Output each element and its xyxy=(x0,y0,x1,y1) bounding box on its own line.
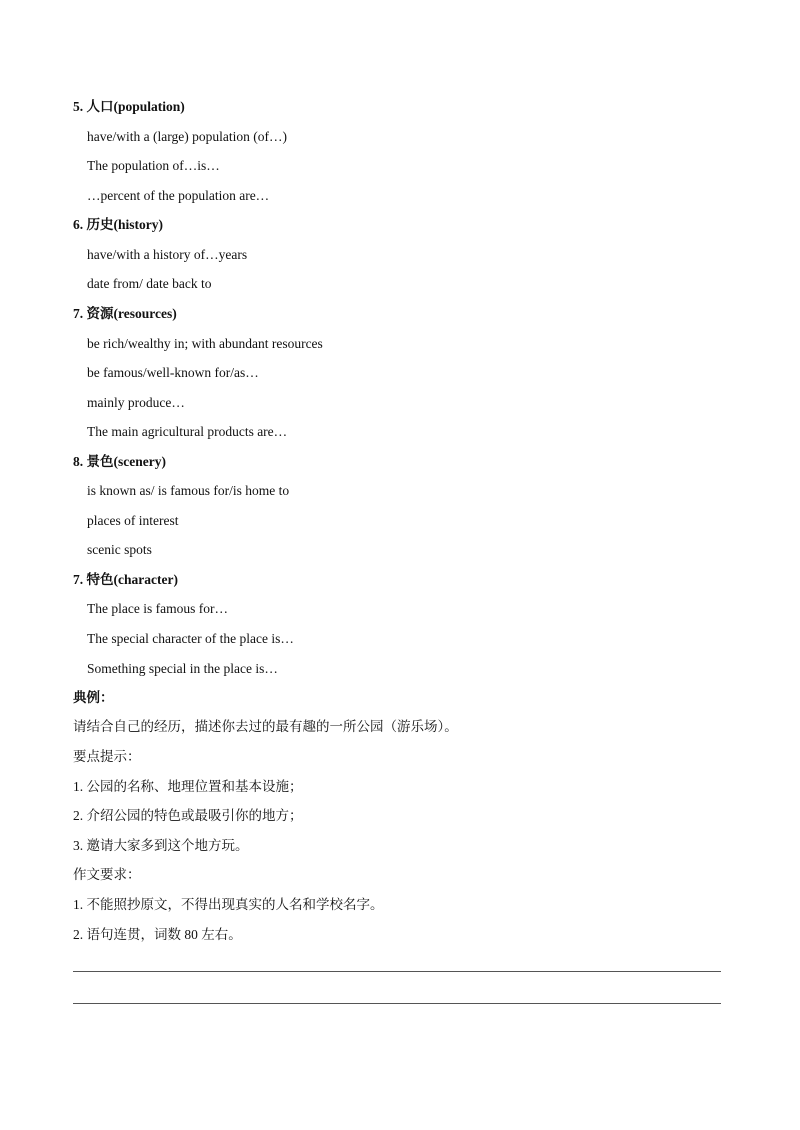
phrase-item: mainly produce… xyxy=(87,395,185,410)
example-prompt: 请结合自己的经历，描述你去过的最有趣的一所公园（游乐场）。 xyxy=(73,719,458,734)
phrase-item: be rich/wealthy in; with abundant resources xyxy=(87,336,323,351)
point-item: 1. 公园的名称、地理位置和基本设施； xyxy=(73,779,303,794)
points-title: 要点提示： xyxy=(73,749,141,764)
section-heading-population: 5. 人口(population) xyxy=(73,99,185,114)
phrase-item: The population of…is… xyxy=(87,158,220,173)
phrase-item: …percent of the population are… xyxy=(87,188,270,203)
section-heading-scenery: 8. 景色(scenery) xyxy=(73,454,166,469)
section-heading-resources: 7. 资源(resources) xyxy=(73,306,177,321)
phrase-item: The special character of the place is… xyxy=(87,631,294,646)
phrase-item: be famous/well-known for/as… xyxy=(87,365,259,380)
requirement-item: 1. 不能照抄原文，不得出现真实的人名和学校名字。 xyxy=(73,897,384,912)
writing-line xyxy=(73,971,721,972)
phrase-item: date from/ date back to xyxy=(87,276,212,291)
point-item: 2. 介绍公园的特色或最吸引你的地方； xyxy=(73,808,303,823)
phrase-item: scenic spots xyxy=(87,542,152,557)
example-label: 典例： xyxy=(73,690,114,705)
phrase-item: places of interest xyxy=(87,513,179,528)
writing-line xyxy=(73,1003,721,1004)
phrase-item: have/with a history of…years xyxy=(87,247,248,262)
phrase-item: is known as/ is famous for/is home to xyxy=(87,483,290,498)
section-heading-character: 7. 特色(character) xyxy=(73,572,178,587)
phrase-item: Something special in the place is… xyxy=(87,661,278,676)
phrase-item: The main agricultural products are… xyxy=(87,424,288,439)
phrase-item: The place is famous for… xyxy=(87,601,228,616)
section-heading-history: 6. 历史(history) xyxy=(73,217,163,232)
requirements-title: 作文要求： xyxy=(73,867,141,882)
point-item: 3. 邀请大家多到这个地方玩。 xyxy=(73,838,249,853)
requirement-item: 2. 语句连贯，词数 80 左右。 xyxy=(73,927,242,942)
phrase-item: have/with a (large) population (of…) xyxy=(87,129,287,144)
